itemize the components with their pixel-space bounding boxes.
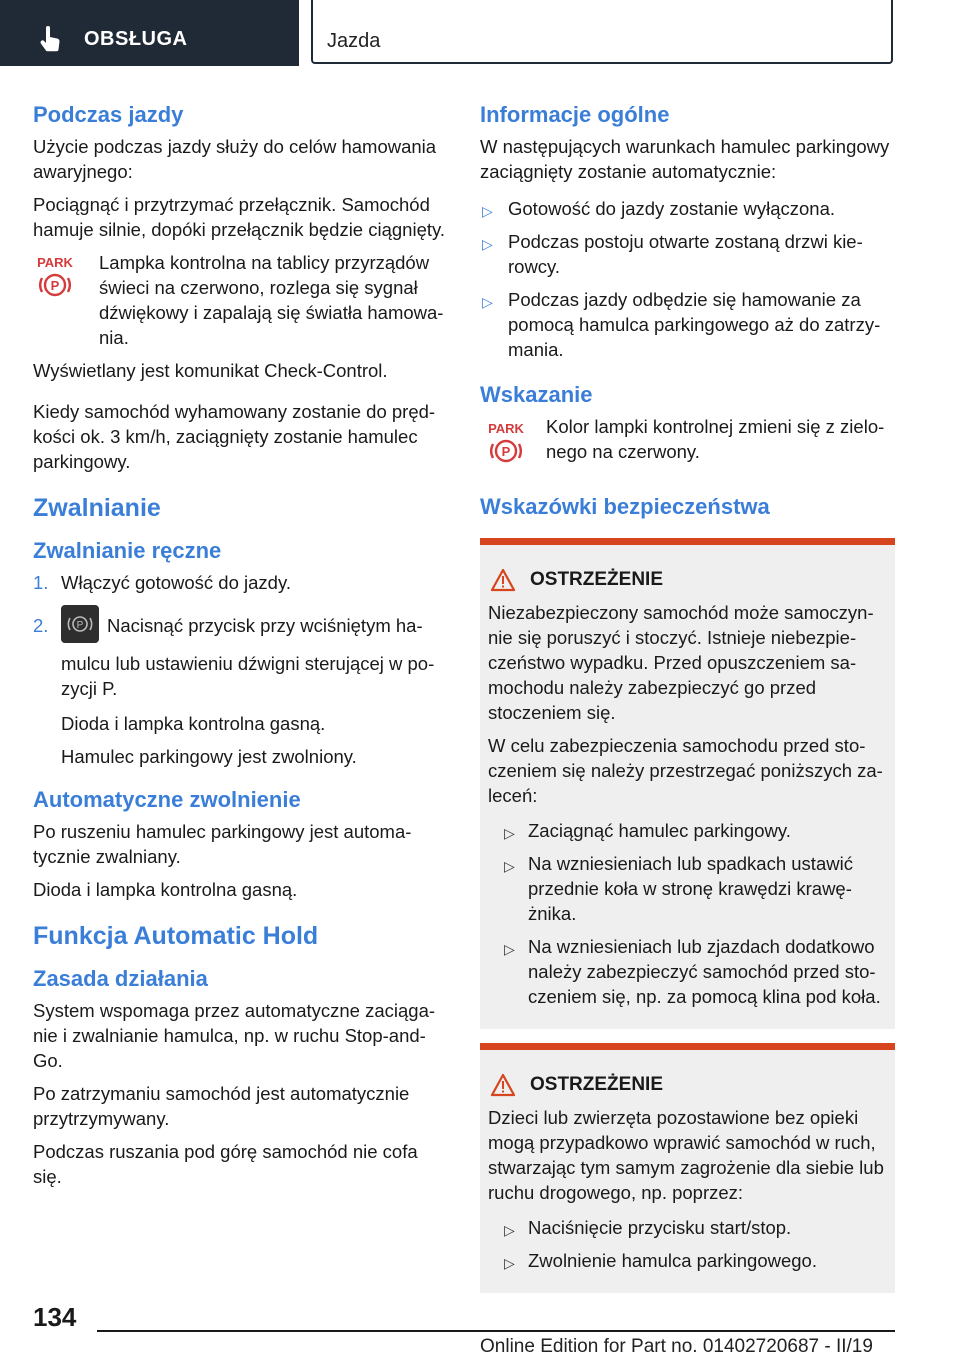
heading-wskazowki-bezpieczenstwa: Wskazówki bezpieczeństwa [480, 494, 770, 519]
park-label: PARK [37, 255, 73, 270]
indicator-row [480, 414, 895, 466]
park-brake-warning-icon [33, 250, 93, 329]
paragraph: Podczas ruszania pod górę samochód nie cofa się. [33, 1141, 418, 1187]
list-item [488, 934, 887, 1009]
steps-list [33, 570, 448, 701]
parking-brake-button-icon [61, 605, 99, 643]
paragraph: Niezabezpieczony samochód może samoczynnie się poruszyć i stoczyć. Istnieje niebezpieczeństwo wypadku. Przed opuszczeniem samochodu należy zabezpieczyć go przed stoczeniem się. [488, 602, 874, 723]
section-label: OBSŁUGA [84, 28, 188, 50]
warning-header [488, 567, 887, 592]
chapter-label: Jazda [327, 30, 381, 52]
left-column [33, 100, 448, 1197]
page-number: 134 [33, 1302, 77, 1332]
step-text: Nacisnąć przycisk przy wciśniętym hamulcu lub ustawieniu dźwigni sterującej w pozycji P. [61, 615, 435, 699]
heading-zasada-dzialania: Zasada działania [33, 966, 208, 991]
triangle-bullet-icon: ▷ [482, 236, 493, 252]
list-item-text: Podczas postoju otwarte zostaną drzwi kierowcy. [508, 231, 863, 277]
triangle-bullet-icon: ▷ [504, 858, 515, 874]
step-note: Dioda i lampka kontrolna gasną. [61, 713, 326, 734]
paragraph: Użycie podczas jazdy służy do celów hamowania awaryjnego: [33, 136, 437, 182]
paragraph: Lampka kontrolna na tablicy przyrządów świeci na czerwono, rozlega się sygnał dźwiękowy i zapalają się światła hamowania. [99, 252, 444, 348]
chapter-tab[interactable] [311, 0, 893, 64]
triangle-bullet-icon: ▷ [504, 1222, 515, 1238]
heading-podczas-jazdy: Podczas jazdy [33, 102, 184, 127]
list-item [488, 1248, 887, 1273]
step-number: 2. [33, 615, 49, 636]
paragraph: Dzieci lub zwierzęta pozostawione bez opieki mogą przypadkowo wprawić samochód w ruch, stwarzając tym samym zagrożenie dla siebie lub ruchu drogowego, np. poprzez: [488, 1107, 884, 1203]
heading-zwalnianie: Zwalnianie [33, 494, 161, 522]
right-column [480, 100, 895, 1293]
heading-automatic-hold: Funkcja Automatic Hold [33, 922, 319, 950]
list-item-text: Zaciągnąć hamulec parkingowy. [528, 820, 791, 841]
triangle-bullet-icon: ▷ [482, 294, 493, 310]
paragraph: Pociągnąć i przytrzymać przełącznik. Samochód hamuje silnie, dopóki przełącznik będzie ciągnięty. [33, 194, 446, 240]
warning-header [488, 1072, 887, 1097]
step-number: 1. [33, 572, 49, 593]
page-header [0, 0, 960, 66]
heading-wskazanie: Wskazanie [480, 382, 593, 407]
list-item-text: Na wzniesieniach lub zjazdach dodatkowo należy zabezpieczyć samochód przed stoczeniem się, np. za pomocą klina pod koła. [528, 936, 881, 1007]
paragraph: Po ruszeniu hamulec parkingowy jest automatycznie zwalniany. [33, 821, 412, 867]
paragraph: Kiedy samochód wyhamowany zostanie do prędkości ok. 3 km/h, zaciągnięty zostanie hamulec parkingowy. [33, 401, 436, 472]
footer-edition[interactable]: Online Edition for Part no. 01402720687 - II/19 [480, 1336, 873, 1357]
list-item [33, 570, 448, 595]
warning-triangle-icon [490, 1073, 516, 1097]
triangle-bullet-icon: ▷ [482, 203, 493, 219]
list-item [480, 229, 895, 279]
step-note: Hamulec parkingowy jest zwolniony. [61, 746, 357, 767]
paragraph: Kolor lampki kontrolnej zmieni się z zielonego na czerwony. [546, 416, 885, 462]
triangle-bullet-icon: ▷ [504, 1255, 515, 1271]
list-item [480, 287, 895, 362]
list-item-text: Zwolnienie hamulca parkingowego. [528, 1250, 817, 1271]
heading-informacje-ogolne: Informacje ogólne [480, 102, 670, 127]
svg-text:P: P [50, 278, 60, 293]
warning-title: OSTRZEŻENIE [530, 569, 664, 590]
paragraph: Po zatrzymaniu samochód jest automatycznie przytrzymywany. [33, 1083, 410, 1129]
paragraph: System wspomaga przez automatyczne zaciąganie i zwalnianie hamulca, np. w ruchu Stop-and-Go. [33, 1000, 436, 1071]
list-item-text: Gotowość do jazdy zostanie wyłączona. [508, 198, 836, 219]
list-item [488, 851, 887, 926]
list-item [488, 818, 887, 843]
paragraph: W celu zabezpieczenia samochodu przed stoczeniem się należy przestrzegać poniższych zaleceń: [488, 735, 883, 806]
warning-triangle-icon [490, 568, 516, 592]
list-item-text: Podczas jazdy odbędzie się hamowanie za pomocą hamulca parkingowego aż do zatrzymania. [508, 289, 881, 360]
park-indicator-block [33, 250, 448, 350]
list-item [488, 1215, 887, 1240]
list-item-text: Na wzniesieniach lub spadkach ustawić przednie koła w stronę krawędzi krawężnika. [528, 853, 853, 924]
park-brake-warning-icon [480, 414, 532, 466]
step-text: Włączyć gotowość do jazdy. [61, 572, 291, 593]
section-tab[interactable] [0, 0, 299, 66]
paragraph: Wyświetlany jest komunikat Check-Control. [33, 360, 388, 381]
paragraph: W następujących warunkach hamulec parkingowy zaciągnięty zostanie automatycznie: [480, 136, 890, 182]
footer-divider [97, 1330, 895, 1332]
triangle-bullet-icon: ▷ [504, 825, 515, 841]
conditions-list [480, 196, 895, 362]
warning-box [480, 538, 895, 1029]
warning-list [488, 1215, 887, 1273]
heading-automatyczne-zwolnienie: Automatyczne zwolnienie [33, 787, 301, 812]
svg-text:P: P [501, 444, 511, 459]
park-label: PARK [488, 421, 524, 436]
svg-text:P: P [76, 620, 84, 631]
warning-list [488, 818, 887, 1009]
warning-title: OSTRZEŻENIE [530, 1074, 664, 1095]
list-item-text: Naciśnięcie przycisku start/stop. [528, 1217, 792, 1238]
warning-box [480, 1043, 895, 1293]
hand-pointer-icon [40, 26, 62, 52]
paragraph: Dioda i lampka kontrolna gasną. [33, 879, 298, 900]
list-item [33, 613, 448, 701]
triangle-bullet-icon: ▷ [504, 941, 515, 957]
list-item [480, 196, 895, 221]
heading-zwalnianie-reczne: Zwalnianie ręczne [33, 538, 222, 563]
